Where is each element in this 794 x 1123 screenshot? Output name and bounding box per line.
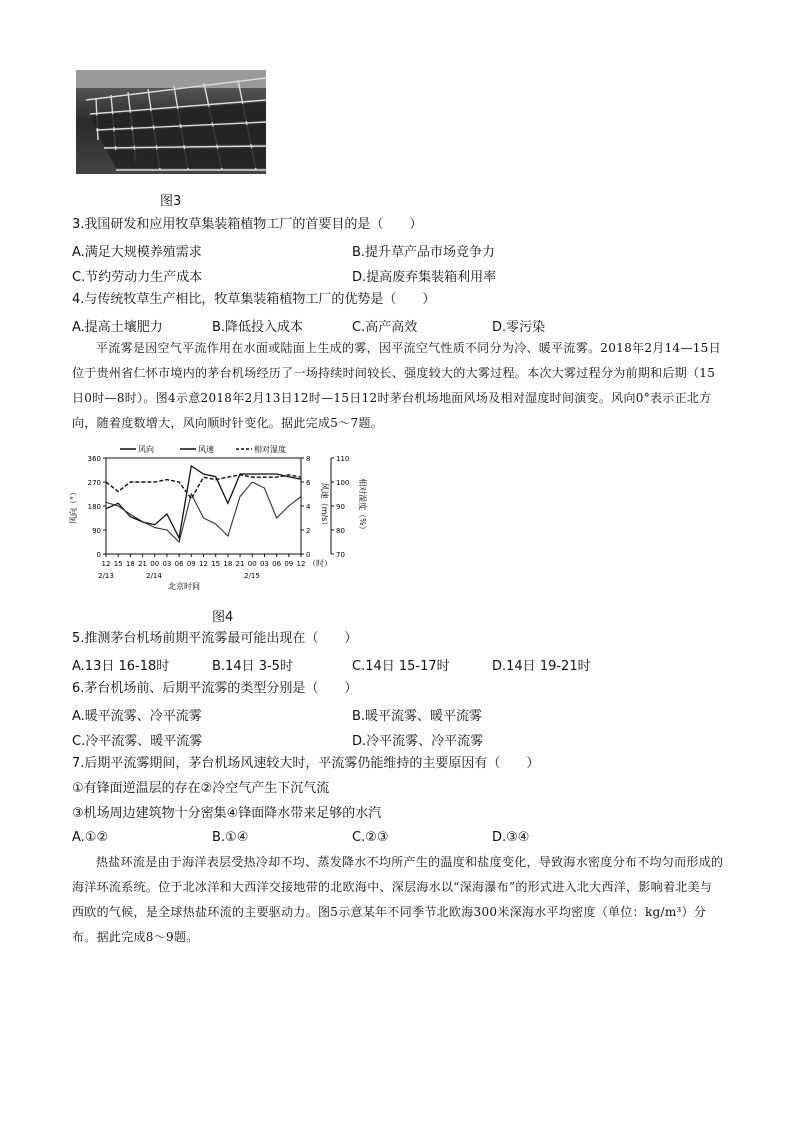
x-tick-label: 12	[101, 560, 111, 568]
x-tick-label: 18	[125, 560, 135, 568]
x-tick-label: 18	[223, 560, 233, 568]
x-tick-label: 06	[272, 560, 282, 568]
right-2-tick-label: 80	[336, 527, 345, 535]
right-1-tick-label: 6	[306, 479, 311, 487]
question-6-option-d: D.冷平流雾、冷平流雾	[352, 734, 484, 749]
question-4-option-d: D.零污染	[492, 320, 546, 335]
question-7-option-c: C.②③	[352, 830, 389, 845]
x-tick-label: 03	[259, 560, 269, 568]
right-2-tick-label: 90	[336, 503, 345, 511]
x-tick-label: 15	[211, 560, 221, 568]
question-6-option-c: C.冷平流雾、暖平流雾	[72, 734, 203, 749]
chart-svg	[68, 440, 368, 590]
left-tick-label: 270	[87, 479, 101, 487]
date-label-2-14: 2/14	[146, 572, 162, 580]
passage-thermohaline: 热盐环流是由于海洋表层受热冷却不均、蒸发降水不均所产生的温度和盐度变化，导致海水密度分布不均匀而形成的海洋环流系统。位于北冰洋和大西洋交接地带的北欧海中、深层海水以“深海瀑布”的形式进入北大西洋，影响着北美与西欧的气候，是全球热盐环流的主要驱动力。图5示意某年不同季节北欧海300米深海水平均密度（单位：kg/m³）分布。据此完成8～9题。	[72, 855, 724, 944]
question-6-stem: 6.茅台机场前、后期平流雾的类型分别是（ ）	[72, 681, 358, 696]
x-tick-label: 03	[162, 560, 172, 568]
question-7-option-a: A.①②	[72, 830, 109, 845]
figure-4-caption: 图4	[212, 610, 234, 625]
x-tick-label: 12	[199, 560, 208, 568]
date-label-2-15: 2/15	[244, 572, 260, 580]
right-1-tick-label: 0	[306, 551, 311, 559]
right-axis-2-label: 相对湿度（%）	[358, 478, 367, 534]
date-label-2-13: 2/13	[98, 572, 114, 580]
x-tick-label: 09	[186, 560, 196, 568]
x-tick-label: 09	[284, 560, 294, 568]
left-tick-label: 0	[96, 551, 101, 559]
x-tick-label: 21	[138, 560, 148, 568]
right-axis-1-ticks	[301, 455, 311, 559]
passage-advection-fog: 平流雾是因空气平流作用在水面或陆面上生成的雾，因平流空气性质不同分为冷、暖平流雾。2018年2月14—15日位于贵州省仁怀市境内的茅台机场经历了一场持续时间较长、强度较大的大雾过程。本次大雾过程分为前期和后期（15日0时—8时）。图4示意2018年2月13日12时—15日12时茅台机场地面风场及相对湿度时间演变。风向0°表示正北方向，随着度数增大，风向顺时针变化。据此完成5～7题。	[72, 341, 721, 430]
left-axis-label: 风向（°）	[69, 488, 78, 524]
question-3-option-c: C.节约劳动力生产成本	[72, 270, 203, 285]
legend-wind-speed: 风速	[198, 445, 214, 454]
x-tick-label: 06	[174, 560, 184, 568]
series-humidity	[106, 475, 301, 499]
right-axis-2-ticks	[331, 455, 349, 559]
series-wind-speed	[106, 482, 301, 542]
question-7-statements-1: ①有锋面逆温层的存在②冷空气产生下沉气流	[72, 781, 330, 796]
x-tick-label: 00	[247, 560, 257, 568]
question-3-option-a: A.满足大规模养殖需求	[72, 245, 202, 260]
question-7-option-d: D.③④	[492, 830, 530, 845]
question-5-option-a: A.13日 16-18时	[72, 659, 170, 674]
figure-3-photo	[76, 70, 266, 174]
legend-wind-direction: 风向	[138, 445, 154, 454]
question-5-option-b: B.14日 3-5时	[212, 659, 293, 674]
left-axis-ticks	[88, 455, 106, 559]
x-axis-label: 北京时间	[168, 582, 200, 590]
question-3-stem: 3.我国研发和应用牧草集装箱植物工厂的首要目的是（ ）	[72, 217, 423, 232]
question-6-option-a: A.暖平流雾、冷平流雾	[72, 709, 202, 724]
x-tick-label: 00	[150, 560, 160, 568]
question-4-stem: 4.与传统牧草生产相比，牧草集装箱植物工厂的优势是（ ）	[72, 292, 436, 307]
question-3-option-d: D.提高废弃集装箱利用率	[352, 270, 497, 285]
x-tick-label: 12	[296, 560, 306, 568]
question-3-option-b: B.提升草产品市场竞争力	[352, 245, 496, 260]
question-4-option-c: C.高产高效	[352, 320, 418, 335]
x-tick-label: 21	[235, 560, 245, 568]
right-axis-1-label: 风速（m/s）	[320, 482, 329, 530]
x-tick-label: 15	[113, 560, 123, 568]
right-1-tick-label: 4	[306, 503, 311, 511]
question-4-option-a: A.提高土壤肥力	[72, 320, 163, 335]
left-tick-label: 360	[87, 455, 101, 463]
legend-humidity: 相对湿度	[254, 445, 286, 454]
x-axis-unit: （时）	[308, 559, 332, 568]
question-5-option-d: D.14日 19-21时	[492, 659, 591, 674]
question-7-option-b: B.①④	[212, 830, 249, 845]
series-group	[106, 466, 301, 542]
question-5-option-c: C.14日 15-17时	[352, 659, 450, 674]
question-4-option-b: B.降低投入成本	[212, 320, 304, 335]
right-2-tick-label: 70	[336, 551, 345, 559]
right-2-tick-label: 100	[336, 479, 350, 487]
x-axis-ticks	[102, 554, 306, 568]
question-5-stem: 5.推测茅台机场前期平流雾最可能出现在（ ）	[72, 631, 358, 646]
figure-4-chart	[68, 440, 368, 590]
left-tick-label: 180	[87, 503, 101, 511]
figure-3-caption: 图3	[160, 194, 182, 209]
chart-legend	[120, 444, 286, 454]
shelving-photo-illustration	[76, 70, 266, 174]
question-6-option-b: B.暖平流雾、暖平流雾	[352, 709, 483, 724]
question-7-statements-2: ③机场周边建筑物十分密集④锋面降水带来足够的水汽	[72, 806, 382, 821]
question-7-stem: 7.后期平流雾期间，茅台机场风速较大时，平流雾仍能维持的主要原因有（ ）	[72, 756, 540, 771]
left-tick-label: 90	[92, 527, 101, 535]
right-1-tick-label: 8	[306, 455, 311, 463]
right-2-tick-label: 110	[336, 455, 350, 463]
right-1-tick-label: 2	[306, 527, 311, 535]
